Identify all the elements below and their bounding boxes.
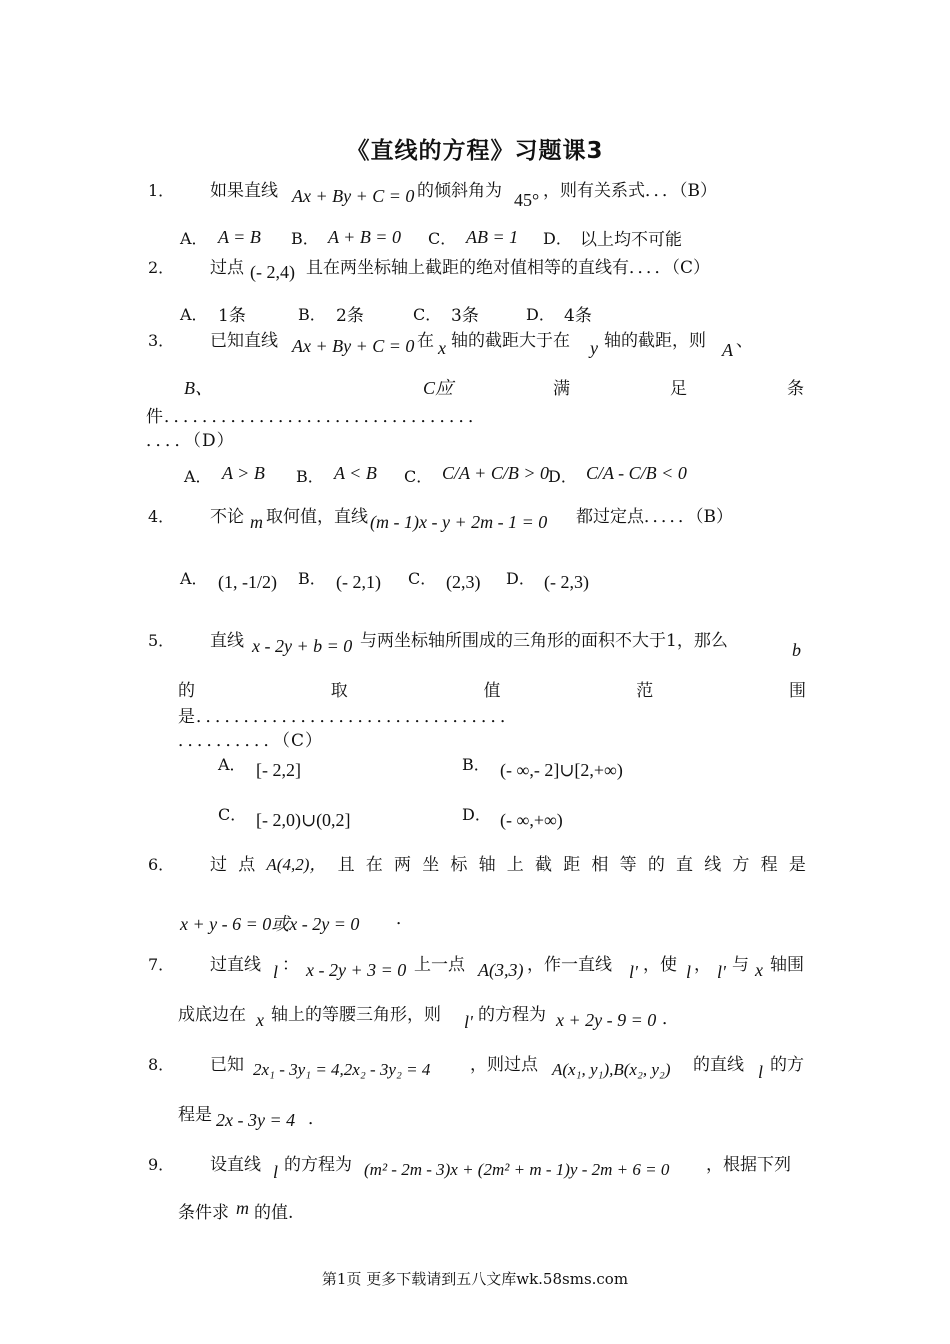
option-value: AB = 1	[466, 227, 519, 247]
angle-value: 45°	[514, 190, 540, 210]
option-label: C．	[428, 229, 457, 248]
question-text: 轴的截距大于在	[451, 331, 570, 351]
period: ．	[396, 909, 413, 929]
equation: Ax + By + C = 0	[292, 336, 415, 356]
question-text: 与两坐标轴所围成的三角形的面积不大于1，那么	[360, 631, 728, 651]
period: ．	[308, 1109, 325, 1129]
question-text: ，使	[643, 955, 677, 975]
word: 距	[563, 855, 581, 875]
equation: (m² - 2m - 3)x + (2m² + m - 1)y - 2m + 6 = 0	[364, 1160, 670, 1179]
question-text: 直线	[210, 631, 244, 651]
option-value: (2,3)	[446, 572, 481, 592]
word: 标	[450, 855, 468, 875]
question-text: 设直线	[210, 1155, 261, 1175]
option-label: B．	[296, 467, 324, 486]
option-value: (1, -1/2)	[218, 572, 277, 592]
question-text: 的倾斜角为	[417, 181, 502, 201]
word: C应	[422, 378, 453, 398]
question-number: 6．	[148, 855, 175, 874]
word: 满	[552, 379, 570, 399]
variable: x	[438, 338, 446, 358]
answer: x + 2y - 9 = 0	[556, 1010, 657, 1030]
option-value: [- 2,2]	[256, 760, 301, 780]
question-text: ，	[694, 955, 711, 975]
option-value: (- ∞,- 2]∪[2,+∞)	[500, 760, 623, 780]
question-text: 轴围	[770, 955, 804, 975]
question-text: 过直线	[210, 955, 261, 975]
option-label: B．	[291, 229, 319, 248]
option-value: A + B = 0	[328, 227, 401, 247]
variable: y	[590, 338, 598, 358]
variable: l	[273, 962, 279, 982]
word: 值	[483, 681, 501, 701]
option-value: (- ∞,+∞)	[500, 810, 563, 830]
option-label: D．	[526, 305, 555, 324]
word: 点	[238, 855, 256, 875]
page-footer: 第1页 更多下载请到五八文库wk.58sms.com	[321, 1270, 629, 1288]
dotted-line: 件．．．．．．．．．．．．．．．．．．．．．．．．．．．．．．．．．	[146, 407, 486, 427]
question-number: 7．	[148, 955, 175, 974]
variable: l'	[629, 962, 638, 982]
variable: l'	[717, 962, 726, 982]
question-text: ，根据下列	[706, 1155, 791, 1175]
word: 截	[535, 855, 552, 875]
option-label: C．	[404, 467, 433, 486]
question-text: ，则有关系式．．．（B）	[543, 181, 717, 201]
question-text: 轴上的等腰三角形，则	[271, 1005, 441, 1025]
option-label: B．	[298, 569, 326, 588]
word: 程	[760, 855, 778, 875]
variable: l'	[464, 1012, 473, 1032]
question-text: 上一点	[414, 955, 465, 975]
option-label: B．	[462, 755, 490, 774]
question-number: 2．	[148, 258, 175, 277]
word: 围	[789, 681, 806, 701]
word: 方	[732, 855, 750, 875]
option-value: 1条	[218, 306, 246, 326]
option-value: 2条	[336, 306, 364, 326]
question-text: 在	[417, 331, 434, 351]
question-text: ，作一直线	[527, 955, 612, 975]
equation: (m - 1)x - y + 2m - 1 = 0	[370, 512, 548, 532]
word: 的	[647, 855, 665, 875]
equation: 2x₁ - 3y₁ = 4,2x₂ - 3y₂ = 4	[253, 1060, 431, 1079]
answer: 2x - 3y = 4	[216, 1110, 296, 1130]
word: 相	[591, 855, 609, 875]
word: 且	[337, 855, 355, 875]
question-number: 9．	[148, 1155, 175, 1174]
justified-line	[184, 374, 804, 400]
question-number: 4．	[148, 507, 175, 526]
word: 的	[178, 681, 195, 701]
question-text: 且在两坐标轴上截距的绝对值相等的直线有．．．．（C）	[306, 258, 711, 278]
option-value: (- 2,3)	[544, 572, 589, 592]
option-value: C/A + C/B > 0	[442, 463, 549, 483]
variable: x	[256, 1010, 264, 1030]
question-text: 的方	[770, 1055, 804, 1075]
word: 范	[636, 681, 654, 701]
question-text: 的值.	[254, 1203, 294, 1223]
option-label: A．	[180, 229, 208, 248]
justified-line	[210, 850, 806, 875]
word: 两	[393, 855, 411, 875]
variable: A	[722, 340, 733, 360]
option-label: A．	[218, 755, 246, 774]
variable: b	[792, 640, 801, 660]
page-title: 《直线的方程》习题课3	[346, 138, 604, 164]
dotted-line: 是．．．．．．．．．．．．．．．．．．．．．．．．．．．．．．．．．	[178, 707, 518, 727]
option-value: 以上均不可能	[580, 230, 682, 250]
option-label: D．	[506, 569, 535, 588]
justified-line	[178, 676, 806, 701]
question-text: 的方程为	[284, 1155, 352, 1175]
option-value: A > B	[222, 463, 265, 483]
option-value: A < B	[334, 463, 377, 483]
word: 直	[676, 855, 694, 875]
option-label: C．	[413, 305, 442, 324]
option-label: A．	[184, 467, 212, 486]
word: 线	[704, 855, 722, 875]
variable: l	[686, 962, 692, 982]
option-label: D．	[548, 467, 577, 486]
points: A(x₁, y₁),B(x₂, y₂)	[552, 1060, 671, 1079]
question-number: 3．	[148, 331, 175, 350]
question-text: 都过定点．．．．．（B）	[576, 507, 733, 527]
question-number: 1．	[148, 181, 175, 200]
question-text: 、	[736, 331, 753, 351]
question-text: 的方程为	[478, 1005, 546, 1025]
question-number: 5．	[148, 631, 175, 650]
answer: x + y - 6 = 0或x - 2y = 0	[180, 914, 360, 934]
word: 取	[330, 681, 348, 701]
option-value: [- 2,0)∪(0,2]	[256, 810, 351, 830]
question-text: 成底边在	[178, 1005, 246, 1025]
variable: m	[236, 1198, 249, 1218]
question-text: ，则过点	[470, 1055, 538, 1075]
question-text: 取何值，直线	[266, 507, 368, 527]
word: 过	[210, 855, 227, 875]
word: 足	[669, 379, 687, 399]
word: 等	[619, 855, 637, 875]
word: 上	[506, 855, 524, 875]
question-text: 过点	[210, 258, 244, 278]
variable: l	[273, 1162, 279, 1182]
point: A(3,3)	[478, 960, 524, 980]
variable: m	[250, 512, 263, 532]
question-text: 与	[732, 955, 749, 975]
question-text: 的直线	[693, 1055, 744, 1075]
dotted-line: ．．．．（D）	[146, 431, 235, 451]
question-text: 不论	[210, 507, 244, 527]
question-text: 已知	[210, 1055, 244, 1075]
equation: Ax + By + C = 0	[292, 186, 415, 206]
word: 是	[788, 855, 806, 875]
word: 条	[786, 379, 804, 399]
question-text: ：	[282, 955, 299, 975]
question-text: 程是	[178, 1105, 212, 1125]
question-text: 轴的截距，则	[604, 331, 706, 351]
point: A(4,2)，	[266, 855, 327, 874]
dotted-line: ．．．．．．．．．．（C）	[178, 731, 324, 751]
option-label: C．	[408, 569, 437, 588]
question-text: 条件求	[178, 1203, 229, 1223]
option-label: A．	[180, 305, 208, 324]
option-label: D．	[543, 229, 572, 248]
option-value: 4条	[564, 306, 592, 326]
question-number: 8．	[148, 1055, 175, 1074]
question-text: 如果直线	[210, 181, 278, 201]
variable: l	[758, 1062, 764, 1082]
word: 坐	[422, 855, 440, 875]
variable: x	[755, 960, 763, 980]
word: 在	[365, 855, 383, 875]
option-value: (- 2,1)	[336, 572, 381, 592]
question-text: 已知直线	[210, 331, 278, 351]
word: B、	[184, 378, 213, 398]
option-value: C/A - C/B < 0	[586, 463, 687, 483]
word: 轴	[478, 855, 496, 875]
option-label: A．	[180, 569, 208, 588]
equation: x - 2y + 3 = 0	[306, 960, 407, 980]
point: (- 2,4)	[250, 262, 295, 282]
period: ．	[662, 1009, 679, 1029]
option-value: 3条	[451, 306, 479, 326]
option-label: D．	[462, 805, 491, 824]
option-label: B．	[298, 305, 326, 324]
option-label: C．	[218, 805, 247, 824]
option-value: A = B	[218, 227, 261, 247]
equation: x - 2y + b = 0	[252, 636, 353, 656]
